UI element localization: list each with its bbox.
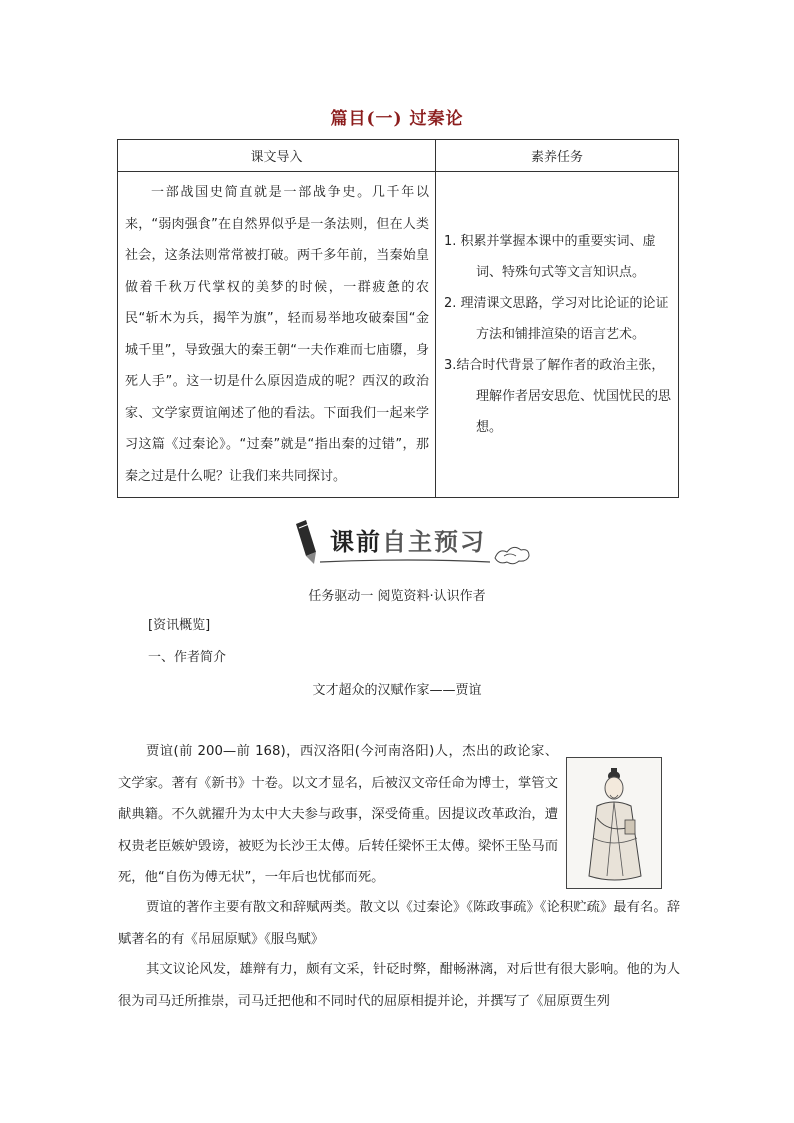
author-intro-heading: 一、作者简介 [148, 650, 227, 665]
table-body-row [118, 172, 679, 498]
portrait-image [566, 757, 662, 889]
banner-title-part2: 自主预习 [382, 528, 486, 556]
task-item-2: 2. 理清课文思路，学习对比论证的论证方法和铺排渲染的语言艺术。 [444, 296, 669, 342]
section-banner [290, 518, 540, 568]
literacy-tasks-cell [436, 172, 679, 498]
task-item-3: 3.结合时代背景了解作者的政治主张，理解作者居安思危、忧国忧民的思想。 [444, 358, 672, 435]
works-paragraph: 贾谊的著作主要有散文和辞赋两类。散文以《过秦论》《陈政事疏》《论积贮疏》最有名。辞赋著名的有《吊屈原赋》《服鸟赋》 [118, 900, 680, 947]
author-bio: 贾谊(前 200—前 168)，西汉洛阳(今河南洛阳)人，杰出的政论家、文学家。著有《新书》十卷。以文才显名，后被汉文帝任命为博士，掌管文献典籍。不久就擢升为太中大夫参与政事，深受倚重。因提议改革政治，遭权贵老臣嫉妒毁谤，被贬为长沙王太傅。后转任梁怀王太傅。梁怀王坠马而死，他“自伤为傅无状”，一年后也忧郁而死。 [118, 744, 558, 885]
page-title: 篇目(一) 过秦论 [330, 109, 464, 129]
cloud-decoration-icon [290, 518, 540, 568]
banner-title-part1: 课前 [330, 528, 382, 556]
header-literacy-tasks: 素养任务 [436, 140, 679, 172]
task-item-1: 1. 积累并掌握本课中的重要实词、虚词、特殊句式等文言知识点。 [444, 234, 656, 280]
table-header-row [118, 140, 679, 172]
influence-paragraph: 其文议论风发，雄辩有力，颇有文采，针砭时弊，酣畅淋漓，对后世有很大影响。他的为人很为司马迁所推崇，司马迁把他和不同时代的屈原相提并论，并撰写了《屈原贾生列 [118, 962, 680, 1009]
info-overview-label: [资讯概览] [148, 618, 211, 633]
author-subtitle: 文才超众的汉赋作家——贾谊 [312, 683, 482, 698]
header-lesson-intro: 课文导入 [118, 140, 436, 172]
lesson-intro-text: 一部战国史简直就是一部战争史。几千年以来，“弱肉强食”在自然界似乎是一条法则，但在人类社会，这条法则常常被打破。两千多年前，当秦始皇做着千秋万代掌权的美梦的时候，一群疲惫的农民“斩木为兵，揭竿为旗”，轻而易举地攻破秦国“金城千里”，导致强大的秦王朝“一夫作难而七庙隳，身死人手”。这一切是什么原因造成的呢？西汉的政治家、文学家贾谊阐述了他的看法。下面我们一起来学习这篇《过秦论》。“过秦”就是“指出秦的过错”，那秦之过是什么呢？让我们来共同探讨。 [118, 172, 436, 498]
portrait-figure-icon [567, 758, 661, 888]
task-drive-heading: 任务驱动一 阅览资料·认识作者 [308, 589, 486, 604]
intro-table [117, 139, 679, 498]
